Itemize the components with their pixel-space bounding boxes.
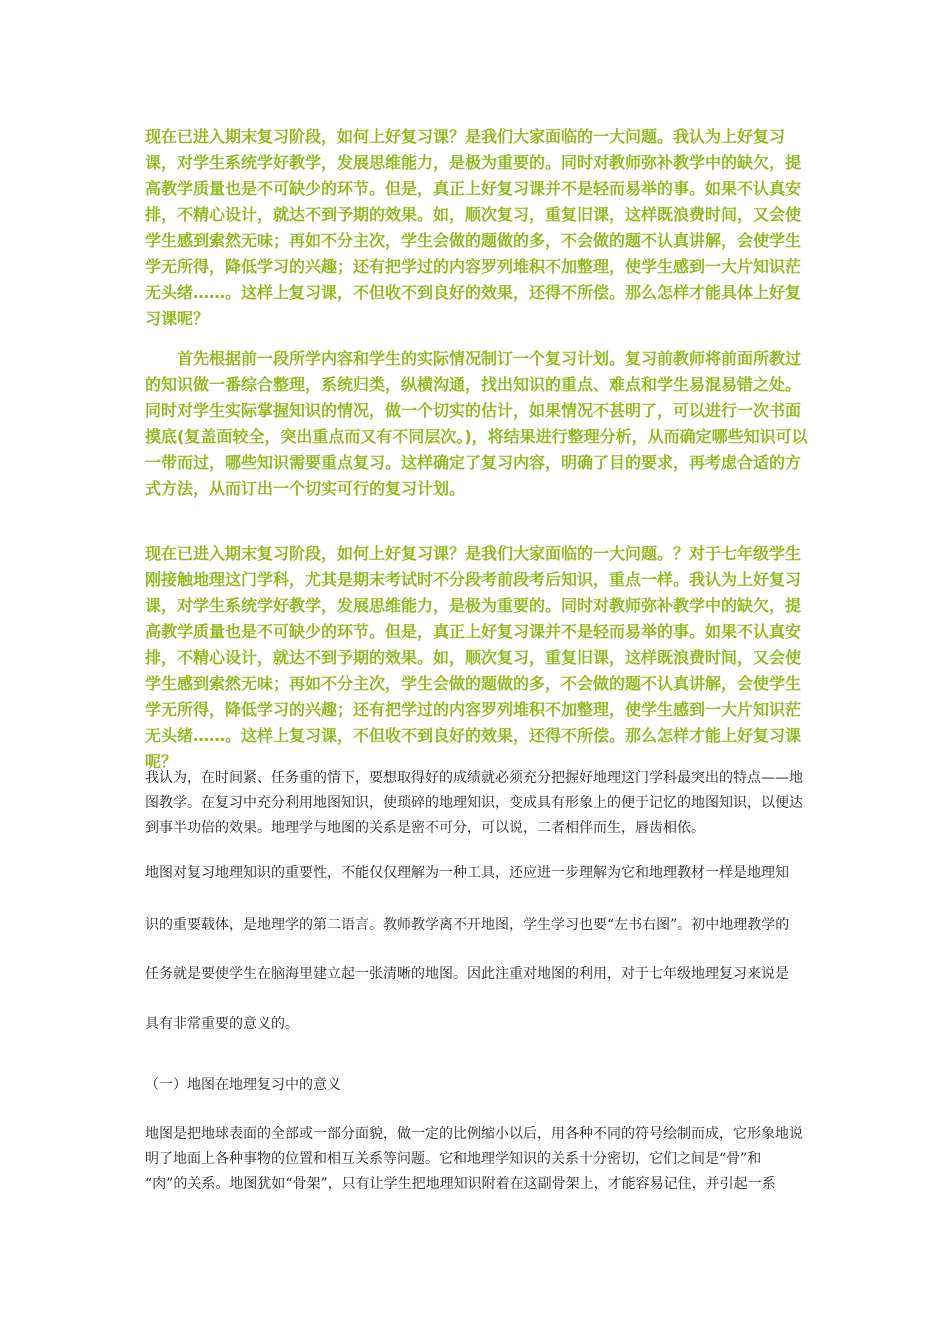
map-definition-line-1: 地图是把地球表面的全部或一部分面貌，做一定的比例缩小以后，用各种不同的符号绘制而成，它形象地说 bbox=[145, 1126, 803, 1142]
map-definition-line-3: “肉”的关系。地图犹如“骨架”，只有让学生把地理知识附着在这副骨架上，才能容易记住，并引起一系 bbox=[145, 1176, 776, 1192]
intro-paragraph: 现在已进入期末复习阶段，如何上好复习课？是我们大家面临的一大问题。我认为上好复习课，对学生系统学好教学，发展思维能力，是极为重要的。同时对教师弥补教学中的缺欠，提高教学质量也是不可缺少的环节。但是，真正上好复习课并不是轻而易举的事。如果不认真安排，不精心设计，就达不到予期的效果。如，顺次复习，重复旧课，这样既浪费时间，又会使学生感到索然无味；再如不分主次，学生会做的题做的多，不会做的题不认真讲解，会使学生学无所得，降低学习的兴趣；还有把学过的内容罗列堆积不加整理，使学生感到一大片知识茫无头绪……。这样上复习课，不但收不到良好的效果，还得不所偿。那么怎样才能具体上好复习课呢？ bbox=[145, 127, 802, 328]
map-teaching-paragraph: 我认为，在时间紧、任务重的情下，要想取得好的成绩就必须充分把握好地理这门学科最突出的特点——地图教学。在复习中充分利用地图知识，使琐碎的地理知识，变成具有形象上的便于记忆的地图知识，以便达到事半功倍的效果。地理学与地图的关系是密不可分，可以说，二者相伴而生，唇齿相依。 bbox=[145, 770, 803, 836]
plan-paragraph: 首先根据前一段所学内容和学生的实际情况制订一个复习计划。复习前教师将前面所教过的知识做一番综合整理，系统归类，纵横沟通，找出知识的重点、难点和学生易混易错之处。同时对学生实际掌握知识的情况，做一个切实的估计，如果情况不甚明了，可以进行一次书面摸底(复盖面较全，突出重点而又有不同层次。)，将结果进行整理分析，从而确定哪些知识可以一带而过，哪些知识需要重点复习。这样确定了复习内容，明确了目的要求，再考虑合适的方式方法，从而订出一个切实可行的复习计划。 bbox=[145, 349, 808, 498]
map-importance-line-1: 地图对复习地理知识的重要性，不能仅仅理解为一种工具，还应进一步理解为它和地理教材一样是地理知 bbox=[145, 865, 789, 881]
geography-intro-paragraph: 现在已进入期末复习阶段，如何上好复习课？是我们大家面临的一大问题。？对于七年级学生刚接触地理这门学科，尤其是期末考试时不分段考前段考后知识，重点一样。我认为上好复习课，对学生系统学好教学，发展思维能力，是极为重要的。同时对教师弥补教学中的缺欠，提高教学质量也是不可缺少的环节。但是，真正上好复习课并不是轻而易举的事。如果不认真安排，不精心设计，就达不到予期的效果。如，顺次复习，重复旧课，这样既浪费时间，又会使学生感到索然无味；再如不分主次，学生会做的题做的多，不会做的题不认真讲解，会使学生学无所得，降低学习的兴趣；还有把学过的内容罗列堆积不加整理，使学生感到一大片知识茫无头绪……。这样上复习课，不但收不到良好的效果，还得不所偿。那么怎样才能上好复习课呢？ bbox=[145, 544, 802, 771]
map-importance-line-2: 识的重要载体，是地理学的第二语言。教师教学离不开地图，学生学习也要“左书右图”。初中地理教学的 bbox=[145, 917, 790, 933]
section-heading: （一）地图在地理复习中的意义 bbox=[145, 1077, 341, 1093]
map-definition-line-2: 明了地面上各种事物的位置和相互关系等问题。它和地理学知识的关系十分密切，它们之间是“骨”和 bbox=[145, 1151, 762, 1167]
map-importance-line-3: 任务就是要使学生在脑海里建立起一张清晰的地图。因此注重对地图的利用，对于七年级地理复习来说是 bbox=[145, 966, 789, 982]
map-importance-line-4: 具有非常重要的意义的。 bbox=[145, 1016, 299, 1032]
